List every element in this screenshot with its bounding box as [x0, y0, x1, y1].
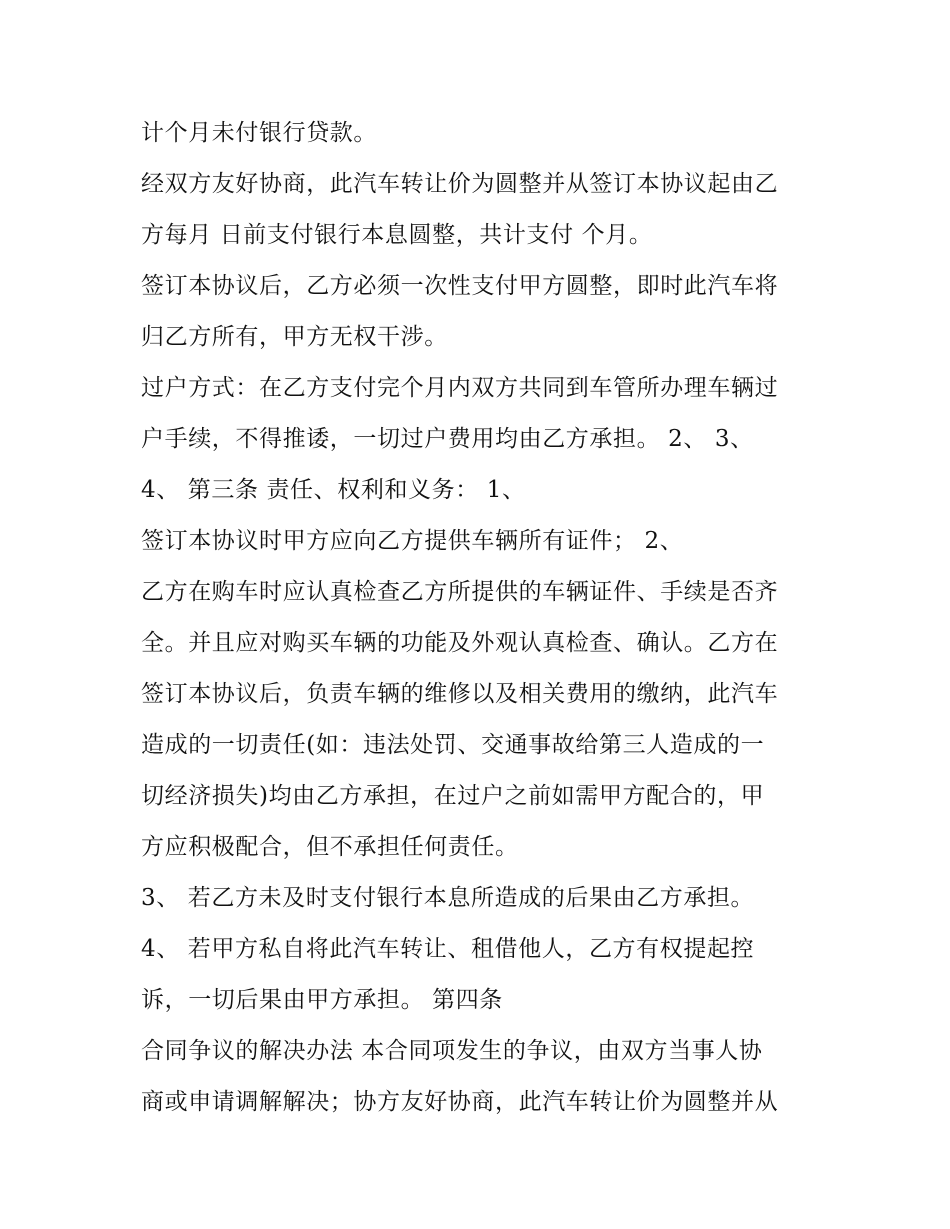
text-line: 归乙方所有，甲方无权干涉。	[141, 324, 448, 350]
text-line: 诉，一切后果由甲方承担。 第四条	[141, 987, 503, 1013]
text-line: 造成的一切责任(如：违法处罚、交通事故给第三人造成的一	[141, 732, 765, 758]
text-line: 3、 若乙方未及时支付银行本息所造成的后果由乙方承担。	[141, 885, 755, 911]
text-line: 经双方友好协商，此汽车转让价为圆整并从签订本协议起由乙	[141, 171, 779, 197]
text-line: 方应积极配合，但不承担任何责任。	[141, 834, 519, 860]
text-line: 合同争议的解决办法 本合同项发生的争议，由双方当事人协	[141, 1038, 763, 1064]
text-line: 4、 第三条 责任、权利和义务： 1、	[141, 477, 526, 503]
text-line: 方每月 日前支付银行本息圆整，共计支付 个月。	[141, 222, 653, 248]
text-line: 过户方式：在乙方支付完个月内双方共同到车管所办理车辆过	[141, 375, 779, 401]
text-line: 4、 若甲方私自将此汽车转让、租借他人，乙方有权提起控	[141, 936, 755, 962]
text-line: 计个月未付银行贷款。	[141, 120, 377, 146]
document-body	[141, 108, 821, 1128]
text-line: 签订本协议时甲方应向乙方提供车辆所有证件； 2、	[141, 528, 684, 554]
text-line: 全。并且应对购买车辆的功能及外观认真检查、确认。乙方在	[141, 630, 779, 656]
text-line: 商或申请调解解决；协方友好协商，此汽车转让价为圆整并从	[141, 1089, 779, 1115]
text-line: 乙方在购车时应认真检查乙方所提供的车辆证件、手续是否齐	[141, 579, 779, 605]
text-line: 签订本协议后，负责车辆的维修以及相关费用的缴纳，此汽车	[141, 681, 779, 707]
text-line: 户手续，不得推诿，一切过户费用均由乙方承担。 2、 3、	[141, 426, 754, 452]
text-line: 切经济损失)均由乙方承担，在过户之前如需甲方配合的，甲	[141, 783, 765, 809]
text-line: 签订本协议后，乙方必须一次性支付甲方圆整，即时此汽车将	[141, 273, 779, 299]
